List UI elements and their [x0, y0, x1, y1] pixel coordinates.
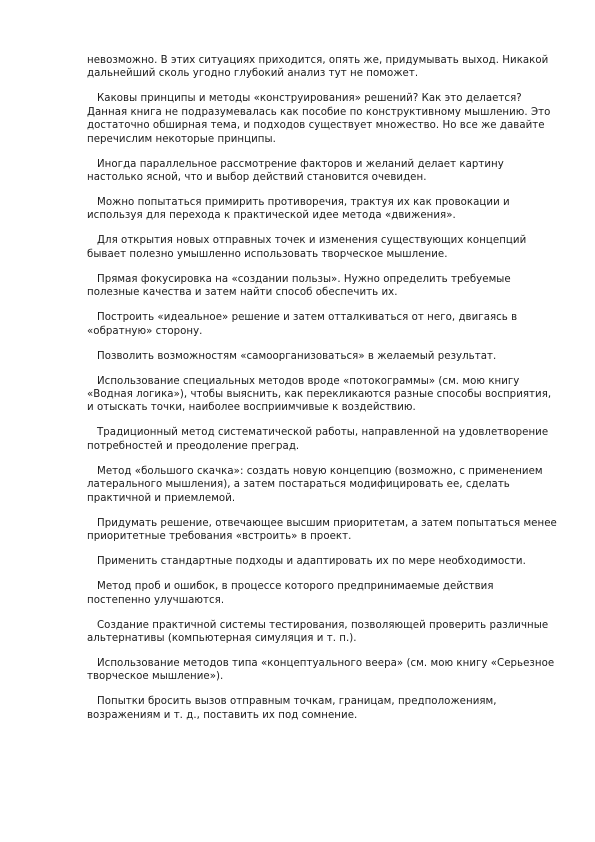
paragraph-4: Можно попытаться примирить противоречия, трактуя их как провокации и используя для перехода к практической идее метода «движения».	[87, 197, 510, 222]
paragraph-10: Традиционный метод систематической работы, направленной на удовлетворение потребностей и преодоление преград.	[87, 427, 549, 452]
paragraph-15: Создание практичной системы тестирования, позволяющей проверить различные альтернативы (компьютерная симуляция и т. п.).	[87, 619, 549, 644]
paragraph-11: Метод «большого скачка»: создать новую концепцию (возможно, с применением латерального мышления), а затем постараться модифицировать ее, сделать практичной и приемлемой.	[87, 465, 543, 504]
paragraph-14: Метод проб и ошибок, в процессе которого предпринимаемые действия постепенно улучшаются.	[87, 581, 494, 606]
paragraph-12: Придумать решение, отвечающее высшим приоритетам, а затем попытаться менее приоритетные требования «встроить» в проект.	[87, 517, 557, 543]
paragraph-8: Позволить возможностям «самоорганизоваться» в желаемый результат.	[97, 350, 497, 362]
paragraph-3: Иногда параллельное рассмотрение факторов и желаний делает картину настолько ясной, что и выбор действий становится очевиден.	[87, 158, 504, 184]
paragraph-13: Применить стандартные подходы и адаптировать их по мере необходимости.	[97, 556, 526, 568]
paragraph-7: Построить «идеальное» решение и затем отталкиваться от него, двигаясь в «обратную» сторону.	[87, 312, 518, 337]
paragraph-6: Прямая фокусировка на «создании пользы». Нужно определить требуемые полезные качества и затем найти способ обеспечить их.	[87, 273, 511, 299]
paragraph-1: невозможно. В этих ситуациях приходится, опять же, придумывать выход. Никакой дальнейший сколь угодно глубокий анализ тут не поможет.	[87, 55, 549, 80]
paragraph-9: Использование специальных методов вроде «потокограммы» (см. мою книгу «Водная логика»), чтобы выяснить, как перекликаются разные способы восприятия, и отыскать точки, наиболее восприимчивые к воздействию.	[87, 375, 552, 414]
paragraph-16: Использование методов типа «концептуального веера» (см. мою книгу «Серьезное творческое мышление»).	[87, 657, 555, 683]
paragraph-5: Для открытия новых отправных точек и изменения существующих концепций бывает полезно умышленно использовать творческое мышление.	[87, 235, 527, 260]
paragraph-2: Каковы принципы и методы «конструирования» решений? Как это делается? Данная книга не подразумевалась как пособие по конструктивному мышлению. Это достаточно обширная тема, и подходов существует множество. Но все же давайте перечислим некоторые принципы.	[87, 93, 551, 145]
document-body	[87, 54, 557, 734]
paragraph-17: Попытки бросить вызов отправным точкам, границам, предположениям, возражениям и т. д., поставить их под сомнение.	[87, 696, 497, 721]
